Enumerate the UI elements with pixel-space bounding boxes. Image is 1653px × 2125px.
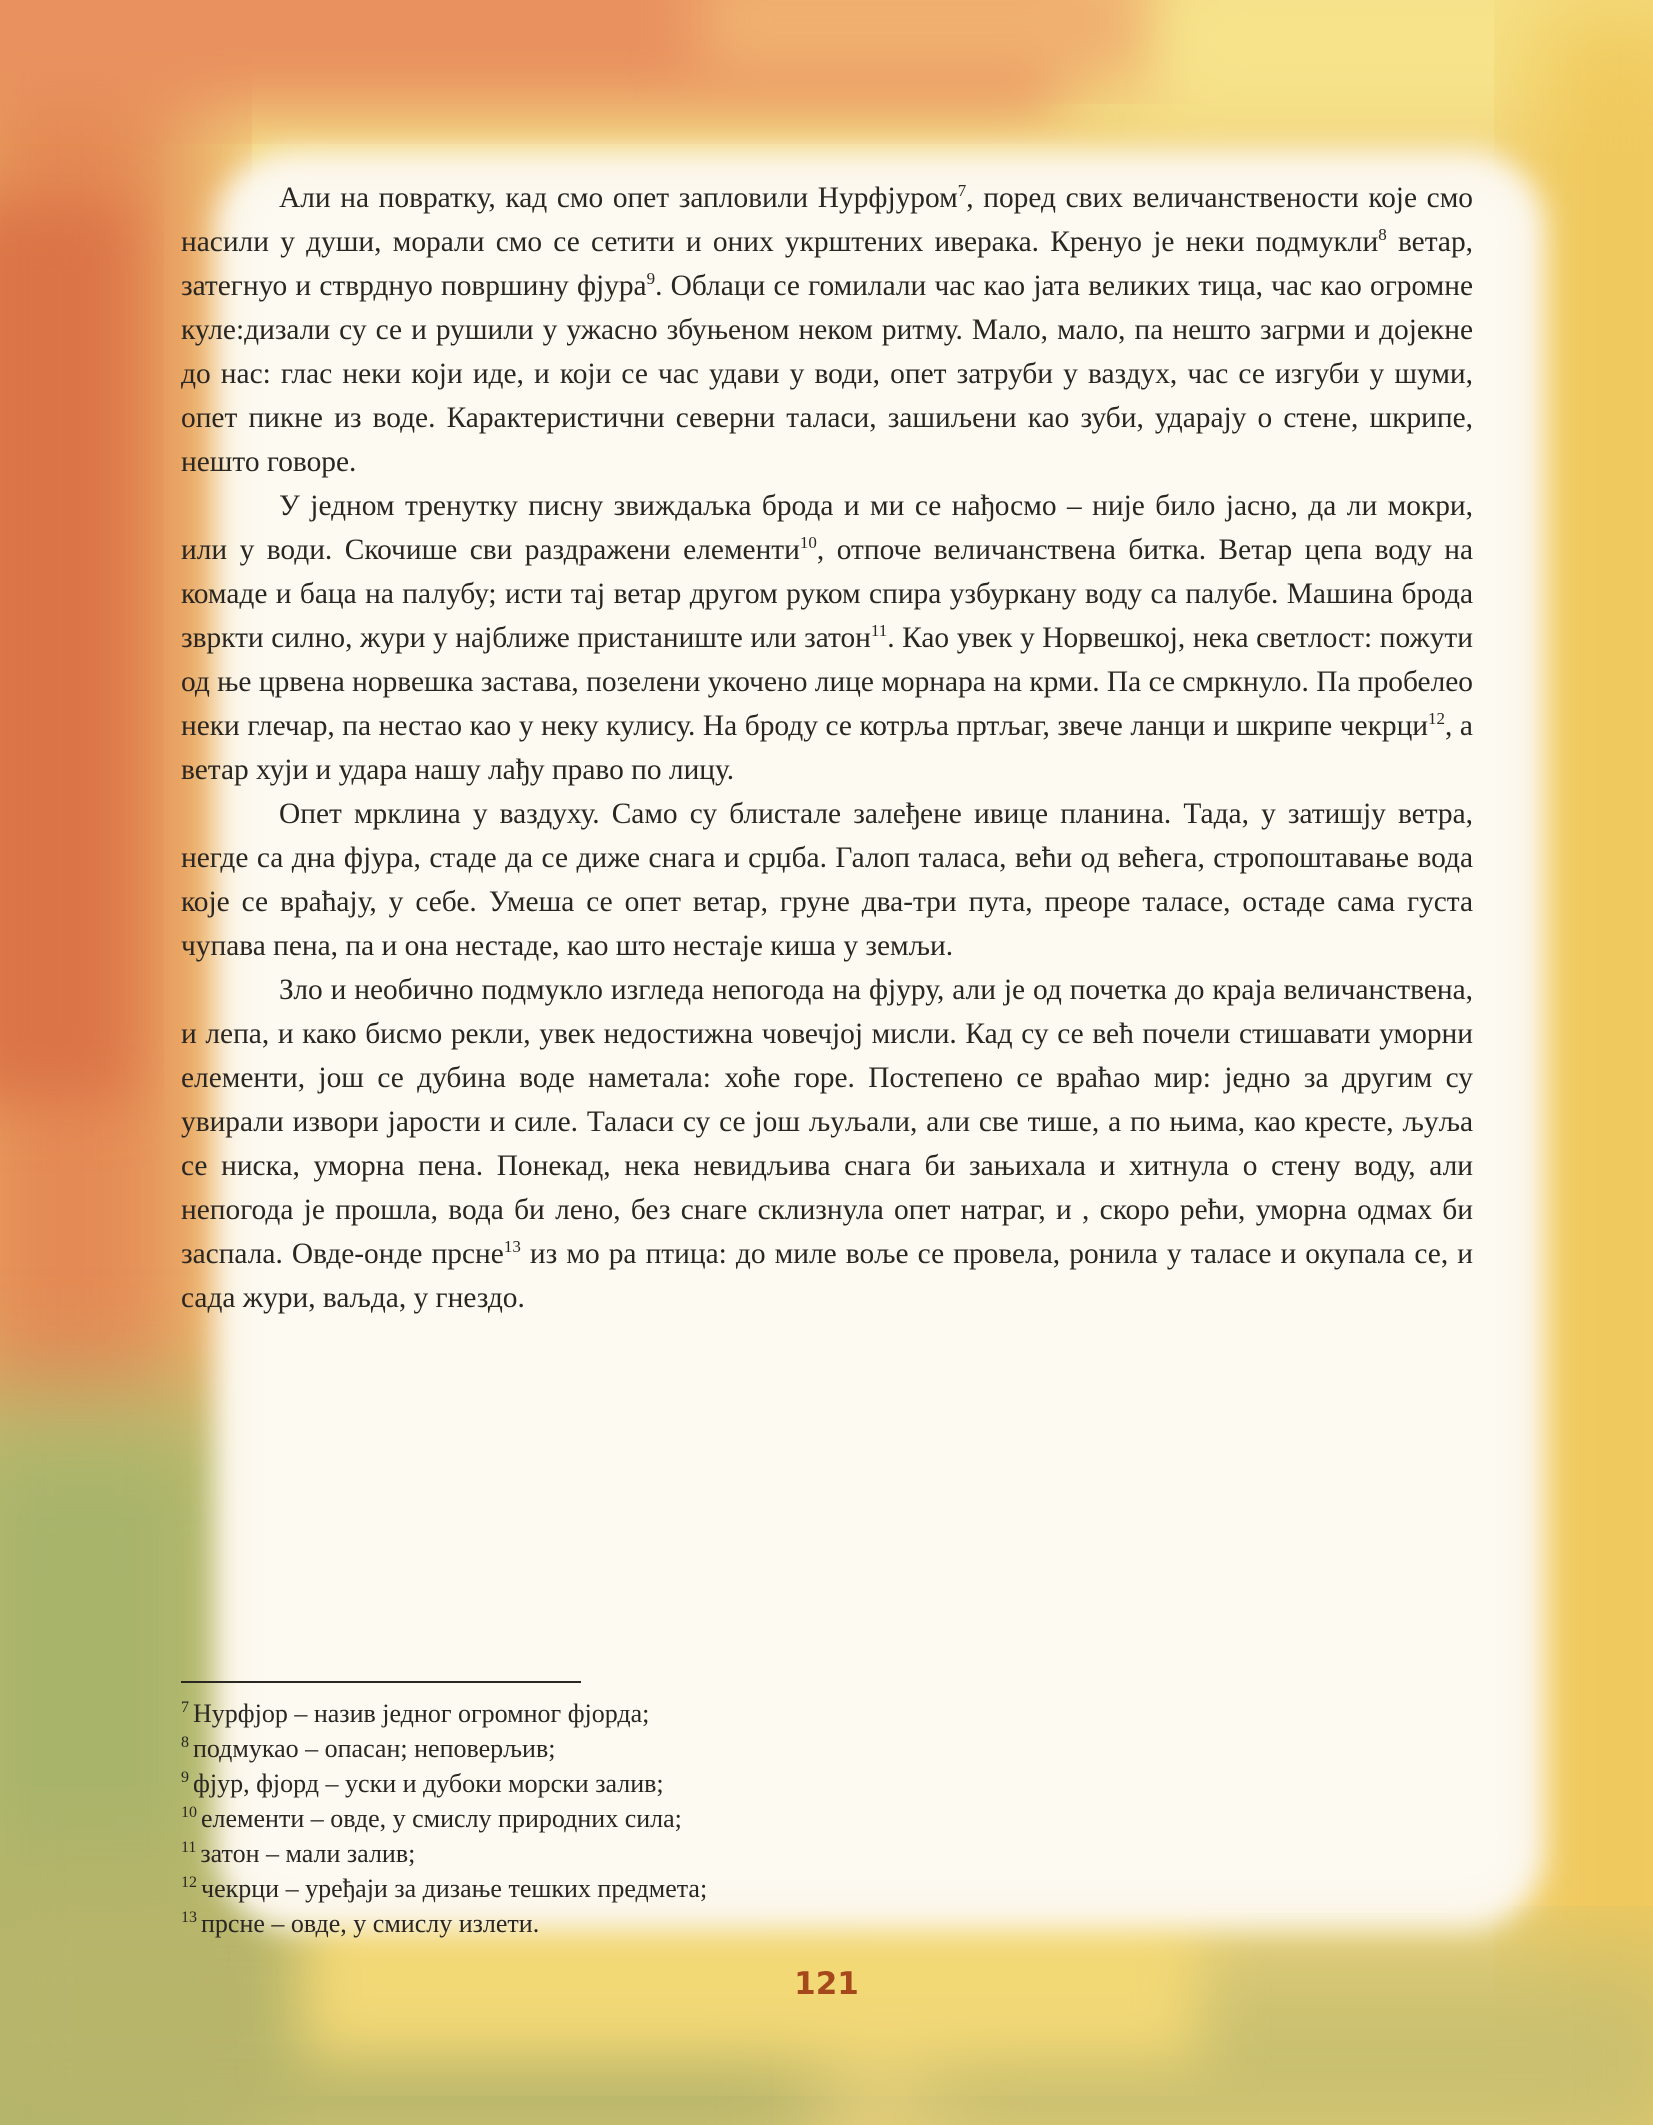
footnote-text: подмукао – опасан; неповерљив; bbox=[193, 1734, 556, 1763]
paragraph bbox=[181, 792, 1473, 968]
footnote-item bbox=[181, 1871, 1081, 1906]
text-run: Опет мрклина у ваздуху. Само су блистале залеђене ивице планина. Тада, у затишју ветра, негде са дна фјура, стаде да се диже снага и срџба. Галоп таласа, већи од већега, стропоштавање вода које се враћају, у себе. Умеша се опет ветар, груне два-три пута, преоре таласе, остаде сама густа чупава пена, па и она нестаде, као што нестаје киша у земљи. bbox=[181, 798, 1473, 962]
footnote-item bbox=[181, 1696, 1081, 1731]
text-run: Зло и необично подмукло изгледа непогода на фјуру, али је од почетка до краја величанствена, и лепа, и како бисмо рекли, увек недостижна човечјој мисли. Кад су се већ почели стишавати уморни елементи, још се дубина воде наметала: хоће горе. Постепено се враћао мир: једно за другим су увирали извори јарости и силе. Таласи су се још љуљали, али све тише, а по њима, као кресте, љуља се ниска, уморна пена. Понекад, нека невидљива снага би зањихала и хитнула о стену воду, али непогода је прошла, вода би лено, без снаге склизнула опет натраг, и , скоро рећи, уморна одмах би заспала. Овде-онде прсне bbox=[181, 974, 1473, 1270]
footnote-item bbox=[181, 1731, 1081, 1766]
text-run: Али на повратку, кад смо опет запловили Нурфјуром bbox=[279, 182, 958, 214]
text-run: из мо ра птица: до миле воље се провела, ронила у таласе и окупала се, и сада жури, ваљда, у гнездо. bbox=[181, 1238, 1473, 1314]
footnote-ref: 9 bbox=[646, 269, 656, 288]
footnote-ref: 8 bbox=[1378, 225, 1387, 244]
footnote-item bbox=[181, 1906, 1081, 1941]
text-run: ветар, затегнуо и стврднуо површину фјура bbox=[181, 226, 1473, 302]
footnotes bbox=[181, 1696, 1081, 1941]
text-run: , поред свих величанствености које смо насили у души, морали смо се сетити и оних укрштених иверака. Кренуо је неки подмукли bbox=[181, 182, 1473, 258]
paragraph bbox=[181, 484, 1473, 792]
footnote-text: чекрци – уређаји за дизање тешких предмета; bbox=[201, 1874, 708, 1903]
footnote-item bbox=[181, 1766, 1081, 1801]
paragraph bbox=[181, 968, 1473, 1320]
footnote-text: фјур, фјорд – уски и дубоки морски залив; bbox=[193, 1769, 664, 1798]
footnote-number: 11 bbox=[181, 1839, 197, 1856]
paragraph bbox=[181, 176, 1473, 484]
footnote-separator bbox=[181, 1681, 581, 1683]
footnote-number: 8 bbox=[181, 1734, 189, 1751]
text-run: . Као увек у Норвешкој, нека светлост: пожути од ње црвена норвешка застава, позелени укочено лице морнара на крми. Па се смркнуло. Па пробелео неки глечар, па нестао као у неку кулису. На броду се котрља пртљаг, звече ланци и шкрипе чекрци bbox=[181, 622, 1473, 742]
footnote-ref: 7 bbox=[957, 181, 967, 200]
footnote-ref: 13 bbox=[503, 1237, 521, 1256]
footnote-number: 12 bbox=[181, 1874, 197, 1891]
footnote-number: 7 bbox=[181, 1699, 189, 1716]
page-number: 121 bbox=[794, 1966, 859, 2002]
footnote-ref: 12 bbox=[1428, 709, 1446, 728]
text-run: , отпоче величанствена битка. Ветар цепа воду на комаде и баца на палубу; исти тај ветар другом руком спира узбуркану воду са палубе. Машина брода звркти силно, жури у најближе пристаниште или затон bbox=[181, 534, 1473, 654]
footnote-ref: 10 bbox=[799, 533, 817, 552]
text-run: , а ветар хуји и удара нашу лађу право по лицу. bbox=[181, 710, 1473, 786]
footnote-item bbox=[181, 1836, 1081, 1871]
footnote-text: затон – мали залив; bbox=[200, 1839, 416, 1868]
footnote-text: прсне – овде, у смислу излети. bbox=[201, 1909, 540, 1938]
footnote-number: 9 bbox=[181, 1769, 189, 1786]
footnote-ref: 11 bbox=[870, 621, 888, 640]
footnote-number: 10 bbox=[181, 1804, 197, 1821]
footnote-item bbox=[181, 1801, 1081, 1836]
footnote-text: Нурфјор – назив једног огромног фјорда; bbox=[193, 1699, 650, 1728]
text-run: У једном тренутку писну звиждаљка брода и ми се нађосмо – није било јасно, да ли мокри, или у води. Скочише сви раздражени елементи bbox=[181, 490, 1473, 566]
text-run: . Облаци се гомилали час као јата великих тица, час као огромне куле:дизали су се и рушили у ужасно збуњеном неком ритму. Мало, мало, па нешто загрми и дојекне до нас: глас неки који иде, и који се час удави у води, опет затруби у ваздух, час се изгуби у шуми, опет пикне из воде. Карактеристични северни таласи, зашиљени као зуби, ударају о стене, шкрипе, нешто говоре. bbox=[181, 270, 1473, 478]
footnote-number: 13 bbox=[181, 1909, 197, 1926]
footnote-text: елементи – овде, у смислу природних сила; bbox=[201, 1804, 682, 1833]
body-text bbox=[181, 176, 1473, 1320]
